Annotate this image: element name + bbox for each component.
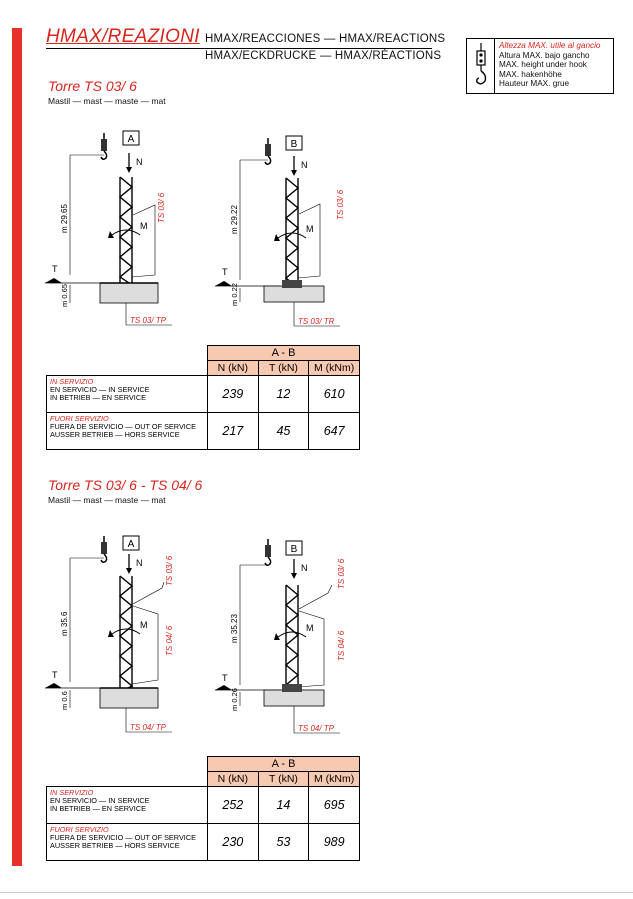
col-header-n: N (kN) — [208, 361, 259, 376]
svg-text:M: M — [140, 620, 148, 630]
row-label: IN SERVIZIO EN SERVICIO — IN SERVICE IN BETRIEB — EN SERVICE — [47, 787, 208, 824]
hook-icon — [471, 43, 491, 89]
svg-text:m 29.22: m 29.22 — [230, 205, 239, 234]
diagram-label-a: A — [127, 134, 135, 145]
svg-text:TS 03/ 6: TS 03/ 6 — [165, 555, 174, 586]
svg-text:M: M — [140, 221, 148, 231]
svg-text:A: A — [127, 539, 135, 550]
footer-rule — [0, 892, 633, 893]
diagram-ts04-a — [40, 530, 190, 740]
row-label: FUORI SERVIZIO FUERA DE SERVICIO — OUT OF SERVICE AUSSER BETRIEB — HORS SERVICE — [47, 413, 208, 450]
reactions-table-2 — [46, 756, 360, 861]
svg-text:m 0.6: m 0.6 — [60, 691, 69, 710]
diagram-ts03-a — [40, 125, 190, 330]
svg-text:m 35.23: m 35.23 — [230, 614, 239, 643]
table-row: IN SERVIZIO EN SERVICIO — IN SERVICE IN BETRIEB — EN SERVICE 239 12 610 — [47, 376, 360, 413]
row-label: FUORI SERVIZIO FUERA DE SERVICIO — OUT OF SERVICE AUSSER BETRIEB — HORS SERVICE — [47, 824, 208, 861]
svg-text:TS 03/ 6: TS 03/ 6 — [337, 558, 346, 589]
svg-text:N: N — [136, 558, 143, 568]
svg-text:N: N — [301, 160, 308, 170]
table-group-header: A - B — [208, 757, 360, 772]
svg-text:m 35.6: m 35.6 — [60, 611, 69, 636]
title-translation-1: HMAX/REACCIONES — HMAX/REACTIONS — [205, 33, 446, 45]
header-rule — [46, 48, 432, 49]
table-row: FUORI SERVIZIO FUERA DE SERVICIO — OUT OF SERVICE AUSSER BETRIEB — HORS SERVICE 217 45 647 — [47, 413, 360, 450]
page-title: HMAX/REAZIONI — [46, 26, 200, 47]
legend-text: Altezza MAX. utile al gancio Altura MAX. bajo gancho MAX. height under hook MAX. hakenhöhe Hauteur MAX. grue — [499, 41, 601, 89]
col-header-t: T (kN) — [258, 361, 309, 376]
svg-text:TS 04/ TP: TS 04/ TP — [130, 723, 167, 732]
col-header-n: N (kN) — [208, 772, 259, 787]
svg-text:T: T — [52, 264, 58, 274]
svg-text:B: B — [290, 139, 298, 150]
mast-tag: TS 03/ 6 — [157, 192, 166, 223]
svg-text:N: N — [136, 157, 143, 167]
legend-box — [466, 38, 614, 94]
svg-text:T: T — [222, 673, 228, 683]
table-group-header: A - B — [208, 346, 360, 361]
base-dimension: m 0.65 — [60, 284, 69, 307]
diagram-ts03-b — [210, 130, 360, 330]
col-header-m: M (kNm) — [309, 361, 360, 376]
section2-subtitle: Mastil — mast — maste — mat — [48, 495, 166, 505]
svg-text:T: T — [52, 670, 58, 680]
svg-text:B: B — [290, 544, 298, 555]
svg-text:TS 04/ TP: TS 04/ TP — [298, 724, 335, 733]
title-translation-2: HMAX/ECKDRUCKE — HMAX/RÉACTIONS — [205, 50, 442, 62]
svg-text:T: T — [222, 267, 228, 277]
height-dimension: m 29.65 — [60, 204, 69, 233]
table-row: IN SERVIZIO EN SERVICIO — IN SERVICE IN BETRIEB — EN SERVICE 252 14 695 — [47, 787, 360, 824]
reactions-table-1 — [46, 345, 360, 450]
col-header-t: T (kN) — [258, 772, 309, 787]
section2-title: Torre TS 03/ 6 - TS 04/ 6 — [48, 477, 203, 493]
svg-text:TS 03/ 6: TS 03/ 6 — [336, 189, 345, 220]
svg-text:TS 04/ 6: TS 04/ 6 — [165, 625, 174, 656]
svg-text:N: N — [301, 563, 308, 573]
diagram-ts04-b — [210, 535, 360, 740]
svg-text:m 0.26: m 0.26 — [230, 688, 239, 711]
section1-subtitle: Mastil — mast — maste — mat — [48, 96, 166, 106]
svg-text:m 0.22: m 0.22 — [230, 283, 239, 306]
svg-text:TS 04/ 6: TS 04/ 6 — [337, 630, 346, 661]
base-tag: TS 03/ TP — [130, 316, 167, 325]
svg-text:M: M — [306, 224, 314, 234]
row-label: IN SERVIZIO EN SERVICIO — IN SERVICE IN BETRIEB — EN SERVICE — [47, 376, 208, 413]
svg-text:TS 03/ TR: TS 03/ TR — [298, 317, 335, 326]
col-header-m: M (kNm) — [309, 772, 360, 787]
section1-title: Torre TS 03/ 6 — [48, 78, 137, 94]
svg-text:M: M — [306, 623, 314, 633]
table-row: FUORI SERVIZIO FUERA DE SERVICIO — OUT OF SERVICE AUSSER BETRIEB — HORS SERVICE 230 53 989 — [47, 824, 360, 861]
red-margin-bar — [12, 28, 22, 866]
